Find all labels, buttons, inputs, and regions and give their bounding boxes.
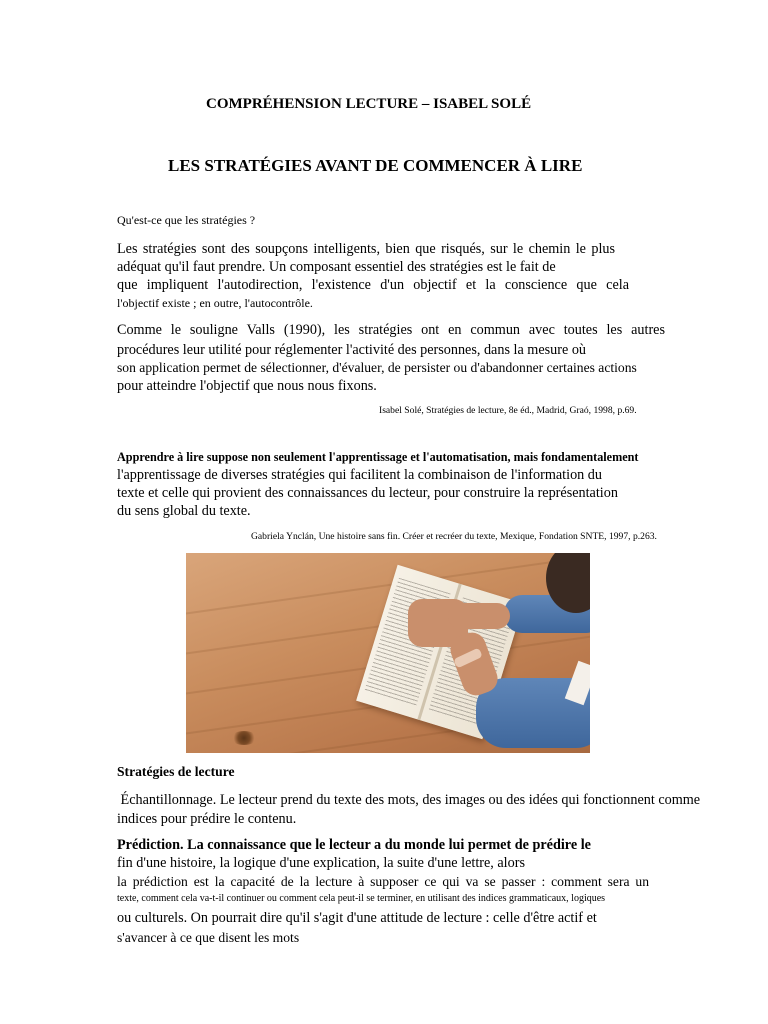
text-line: adéquat qu'il faut prendre. Un composant essentiel des stratégies est le fait de [117,259,556,275]
text-line: Les stratégies sont des soupçons intelligents, bien que risqués, sur le chemin le plus [117,241,615,257]
reading-photo [186,553,590,753]
section-subtitle: LES STRATÉGIES AVANT DE COMMENCER À LIRE [168,156,583,175]
text-line: pour atteindre l'objectif que nous nous fixons. [117,378,377,394]
question-heading: Qu'est-ce que les stratégies ? [117,213,256,227]
text-line: texte et celle qui provient des connaissances du lecteur, pour construire la représentation [117,485,618,501]
text-line: Prédiction. La connaissance que le lecteur a du monde lui permet de prédire le [117,837,591,853]
text-line: ou culturels. On pourrait dire qu'il s'agit d'une attitude de lecture : celle d'être actif et [117,910,597,926]
citation-ynclan: Gabriela Ynclán, Une histoire sans fin. Créer et recréer du texte, Mexique, Fondation SNTE, 1997, p.263. [251,531,657,542]
text-line: fin d'une histoire, la logique d'une explication, la suite d'une lettre, alors [117,855,525,871]
text-line: l'apprentissage de diverses stratégies qui facilitent la combinaison de l'information du [117,467,602,483]
text-line: la prédiction est la capacité de la lecture à supposer ce qui va se passer : comment sera un [117,874,649,889]
text-line: du sens global du texte. [117,503,251,519]
text-line: l'objectif existe ; en outre, l'autocontrôle. [117,296,313,310]
text-line: que impliquent l'autodirection, l'existence d'un objectif et la conscience que cela [117,277,629,293]
section-heading-strategies: Stratégies de lecture [117,764,235,779]
citation-sole: Isabel Solé, Stratégies de lecture, 8e éd., Madrid, Graó, 1998, p.69. [379,405,637,416]
text-line: procédures leur utilité pour réglementer l'activité des personnes, dans la mesure où [117,342,587,358]
text-line: Comme le souligne Valls (1990), les stratégies ont en commun avec toutes les autres [117,322,665,338]
text-line: Échantillonnage. Le lecteur prend du texte des mots, des images ou des idées qui fonctionnent comme [117,792,701,808]
text-line: Apprendre à lire suppose non seulement l'apprentissage et l'automatisation, mais fondamentalement [117,450,639,464]
text-line: texte, comment cela va-t-il continuer ou comment cela peut-il se terminer, en utilisant des indices grammaticaux, logiques [117,893,606,904]
document-title: COMPRÉHENSION LECTURE – ISABEL SOLÉ [206,96,532,112]
text-line: indices pour prédire le contenu. [117,811,297,827]
text-line: son application permet de sélectionner, d'évaluer, de persister ou d'abandonner certaines actions [117,360,637,375]
text-line: s'avancer à ce que disent les mots [117,930,300,945]
